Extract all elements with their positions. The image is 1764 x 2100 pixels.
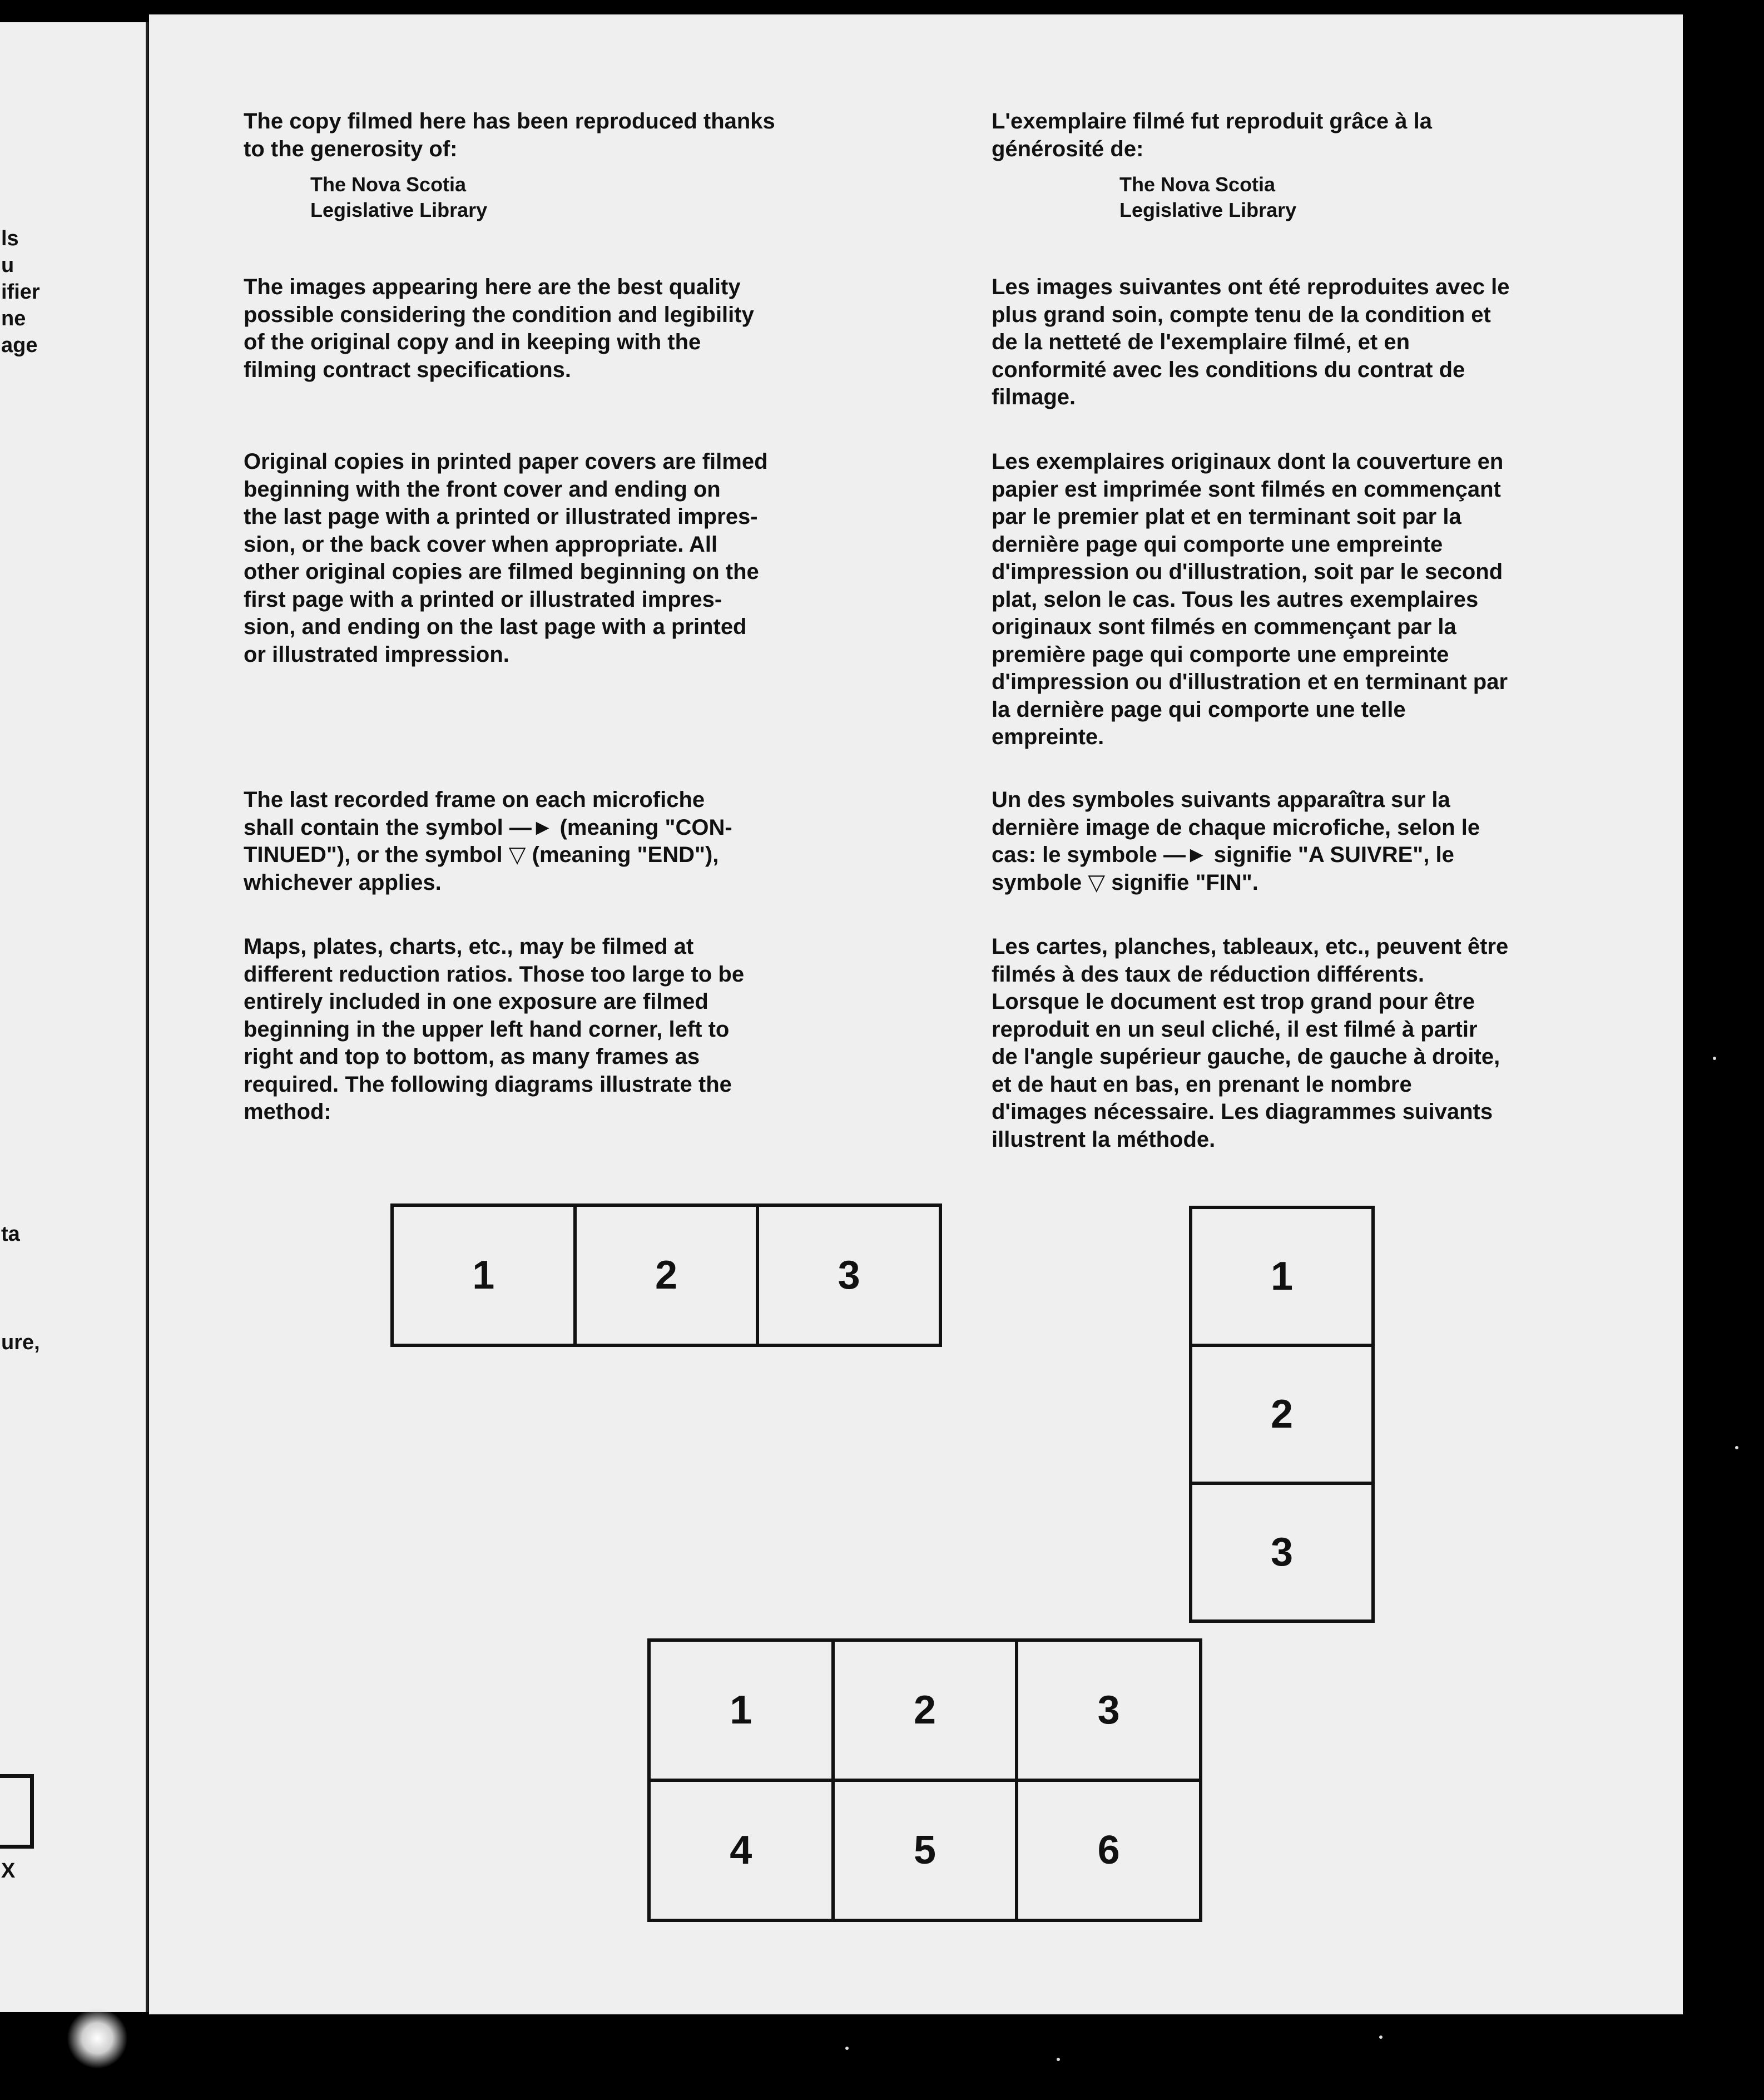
microfiche-notice-page (149, 14, 1683, 2014)
diagram-row-of-three (390, 1203, 942, 1347)
prev-page-fragment: u (1, 254, 14, 277)
frame-cell: 1 (1191, 1207, 1373, 1345)
credit-intro-fr: L'exemplaire filmé fut reproduit grâce à la générosité de: (992, 109, 1432, 161)
frame-cell: 4 (649, 1780, 833, 1920)
covers-paragraph-fr: Les exemplaires originaux dont la couverture en papier est imprimée sont filmés en commençant par le premier plat et en terminant soit par la dernière page qui comporte une empreinte d'impression ou d'illustration, soit par le second plat, selon le cas. Tous les autres exemplaires originaux sont filmés en commençant par la première page qui comporte une empreinte d'impression ou d'illustration et en terminant par la dernière page qui comporte une telle empreinte. (992, 449, 1508, 749)
frame-cell: 1 (392, 1205, 575, 1345)
film-speck (845, 2047, 849, 2050)
credit-intro-en: The copy filmed here has been reproduced thanks to the generosity of: (244, 109, 775, 161)
frame-cell: 2 (1191, 1345, 1373, 1483)
library-name-en: The Nova Scotia Legislative Library (310, 173, 488, 221)
prev-page-fragment: ne (1, 307, 26, 330)
prev-page-fragment: X (1, 1859, 16, 1883)
prev-page-fragment: age (1, 334, 38, 357)
prev-page-fragment: ta (1, 1222, 20, 1246)
quality-paragraph-en: The images appearing here are the best quality possible considering the condition and legibility of the original copy and in keeping with the filming contract specifications. (244, 275, 754, 382)
film-speck (1735, 1446, 1738, 1449)
quality-paragraph-fr: Les images suivantes ont été reproduites avec le plus grand soin, compte tenu de la condition et de la netteté de l'exemplaire filmé, et en conformité avec les conditions du contrat de filmage. (992, 275, 1510, 409)
library-name-fr: The Nova Scotia Legislative Library (1119, 173, 1297, 221)
symbols-paragraph-en: The last recorded frame on each microfiche shall contain the symbol —► (meaning "CON- TINUED"), or the symbol ▽ (meaning "END"), whichever applies. (244, 788, 732, 895)
previous-page-edge (0, 22, 148, 2012)
symbols-paragraph-fr: Un des symboles suivants apparaîtra sur la dernière image de chaque microfiche, selon le cas: le symbole —► signifie "A SUIVRE", le symbole ▽ signifie "FIN". (992, 788, 1480, 895)
maps-paragraph-fr: Les cartes, planches, tableaux, etc., peuvent être filmés à des taux de réduction différents. Lorsque le document est trop grand pour être reproduit en un seul cliché, il est filmé à partir de l'angle supérieur gauche, de gauche à droite, et de haut en bas, en prenant le nombre d'images nécessaire. Les diagrammes suivants illustrent la méthode. (992, 934, 1509, 1152)
diagram-column-of-three (1189, 1206, 1375, 1623)
frame-cell: 3 (1191, 1483, 1373, 1621)
diagram-grid-of-six (647, 1638, 1202, 1922)
frame-cell: 3 (1017, 1640, 1201, 1780)
maps-paragraph-en: Maps, plates, charts, etc., may be filmed at different reduction ratios. Those too large to be entirely included in one exposure are filmed beginning in the upper left hand corner, left to right and top to bottom, as many frames as required. The following diagrams illustrate the method: (244, 934, 745, 1124)
prev-page-fragment: ure, (1, 1331, 40, 1354)
film-speck (1057, 2058, 1060, 2061)
covers-paragraph-en: Original copies in printed paper covers are filmed beginning with the front cover and ending on the last page with a printed or illustrated impres- sion, or the back cover when appropriate. All other original copies are filmed beginning on the first page with a printed or illustrated impres- sion, and ending on the last page with a printed or illustrated impression. (244, 449, 768, 667)
frame-cell: 2 (575, 1205, 758, 1345)
film-speck (1379, 2035, 1383, 2039)
prev-page-fragment: ifier (1, 280, 40, 304)
film-speck (1713, 1057, 1716, 1060)
frame-cell: 2 (833, 1640, 1017, 1780)
prev-page-fragment: ls (1, 227, 19, 250)
english-column (244, 108, 878, 223)
frame-cell: 3 (757, 1205, 940, 1345)
frame-cell: 1 (649, 1640, 833, 1780)
frame-cell: 5 (833, 1780, 1017, 1920)
frame-cell: 6 (1017, 1780, 1201, 1920)
prev-page-box (0, 1774, 34, 1849)
film-light-flare (67, 2008, 128, 2069)
french-column (992, 108, 1626, 223)
